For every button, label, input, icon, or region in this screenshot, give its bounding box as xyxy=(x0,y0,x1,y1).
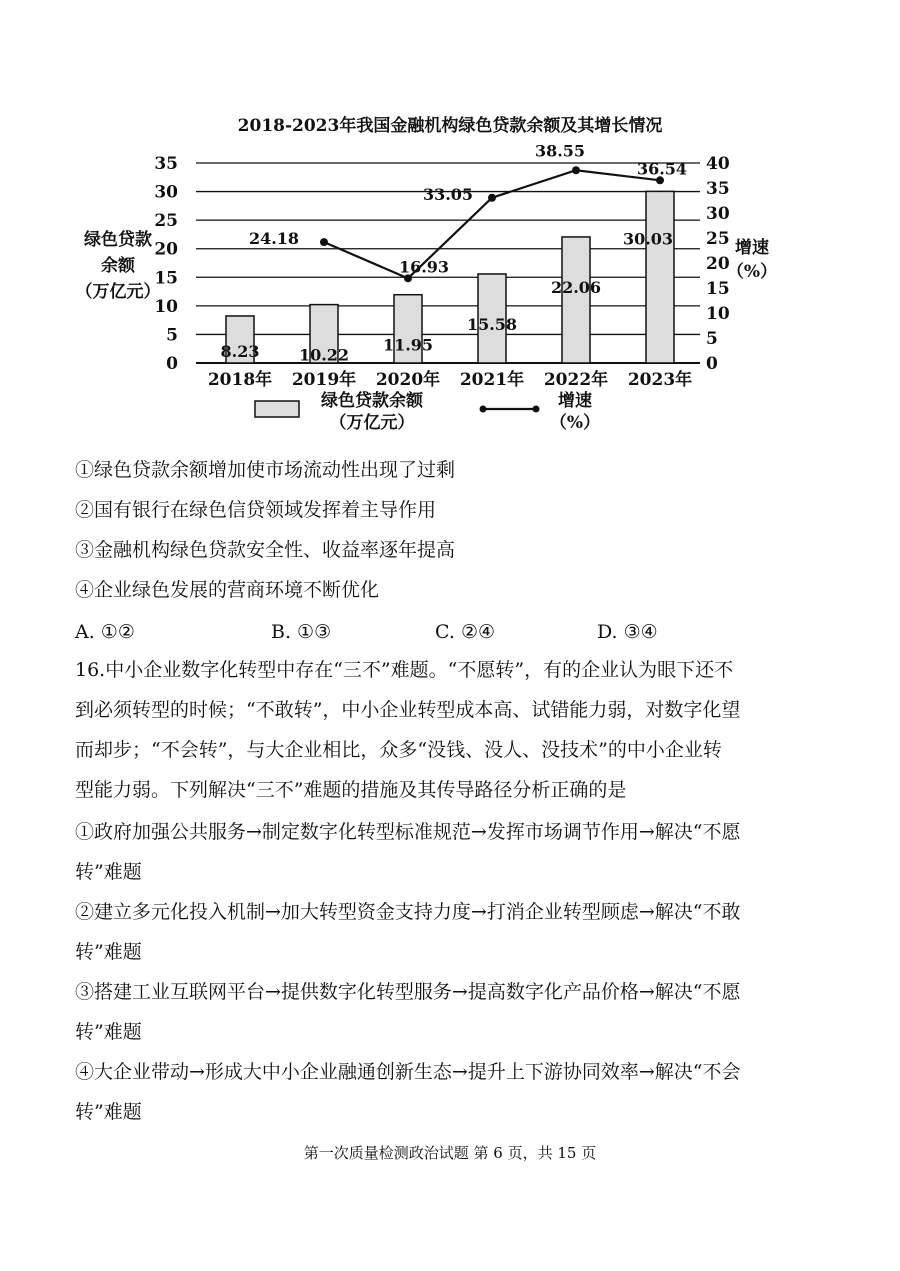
statement-4: ④企业绿色发展的营商环境不断优化 xyxy=(75,579,380,601)
left-tick-label: 35 xyxy=(154,154,178,174)
page-footer: 第一次质量检测政治试题 第 6 页，共 15 页 xyxy=(303,1144,597,1162)
left-tick-label: 20 xyxy=(154,239,178,260)
right-tick-label: 40 xyxy=(706,154,730,174)
question16-choice-line: 转”难题 xyxy=(75,1101,142,1123)
right-tick-label: 5 xyxy=(706,329,718,349)
green-loan-chart xyxy=(0,95,900,440)
right-tick-label: 35 xyxy=(706,179,730,199)
option-b[interactable]: B. ①③ xyxy=(271,621,332,643)
right-axis-label: （%） xyxy=(726,262,778,282)
question16-stem-line: 而却步；“不会转”，与大企业相比，众多“没钱、没人、没技术”的中小企业转 xyxy=(75,739,722,761)
growth-value-label: 24.18 xyxy=(248,229,300,249)
legend-bar-label: （万亿元） xyxy=(329,413,415,433)
legend-line-dot xyxy=(480,406,487,413)
growth-value-label: 36.54 xyxy=(636,159,688,179)
growth-point xyxy=(572,166,580,174)
right-tick-label: 20 xyxy=(706,254,730,274)
question16-choice-line: 转”难题 xyxy=(75,861,142,883)
bar-series xyxy=(221,191,674,364)
answer-options xyxy=(75,620,835,644)
left-tick-label: 0 xyxy=(166,354,178,374)
bar xyxy=(646,191,674,363)
question16-choice-line: ④大企业带动→形成大中小企业融通创新生态→提升上下游协同效率→解决“不会 xyxy=(75,1061,741,1083)
left-tick-label: 10 xyxy=(154,296,178,317)
x-tick-label: 2022年 xyxy=(543,370,609,390)
right-tick-label: 15 xyxy=(706,279,730,299)
chart-legend xyxy=(255,390,600,433)
question16-choice-line: 转”难题 xyxy=(75,941,142,963)
bar-value-label: 30.03 xyxy=(622,229,674,249)
growth-value-label: 16.93 xyxy=(398,257,450,277)
option-d[interactable]: D. ③④ xyxy=(597,621,658,643)
chart-title: 2018-2023年我国金融机构绿色贷款余额及其增长情况 xyxy=(237,116,663,136)
bar-value-label: 22.06 xyxy=(550,277,602,297)
question16-choice-line: 转”难题 xyxy=(75,1021,142,1043)
bar-value-label: 15.58 xyxy=(466,314,518,334)
x-tick-label: 2019年 xyxy=(291,370,357,390)
option-c[interactable]: C. ②④ xyxy=(435,621,496,643)
statement-3: ③金融机构绿色贷款安全性、收益率逐年提高 xyxy=(75,539,456,561)
legend-line-dot xyxy=(533,406,540,413)
right-tick-label: 30 xyxy=(706,204,730,224)
left-tick-label: 15 xyxy=(154,268,178,289)
left-axis-label: 绿色贷款 xyxy=(84,230,152,250)
left-tick-label: 5 xyxy=(166,325,178,346)
bar-value-label: 10.22 xyxy=(298,345,350,365)
growth-value-label: 33.05 xyxy=(422,184,474,204)
bar xyxy=(562,237,590,363)
growth-value-label: 38.55 xyxy=(534,141,586,161)
left-axis-label: 余额 xyxy=(101,256,135,276)
statement-2: ②国有银行在绿色信贷领域发挥着主导作用 xyxy=(75,499,437,521)
x-tick-label: 2020年 xyxy=(375,370,441,390)
option-a[interactable]: A. ①② xyxy=(75,621,135,643)
question16-stem-line: 型能力弱。下列解决“三不”难题的措施及其传导路径分析正确的是 xyxy=(75,779,627,801)
question16-stem-line: 16.中小企业数字化转型中存在“三不”难题。“不愿转”，有的企业认为眼下还不 xyxy=(75,659,734,681)
right-tick-label: 10 xyxy=(706,304,730,324)
right-axis-label: 增速 xyxy=(735,238,769,258)
bar-value-label: 8.23 xyxy=(220,342,260,361)
growth-point xyxy=(320,238,328,246)
growth-line xyxy=(324,170,660,278)
question16-choice-line: ③搭建工业互联网平台→提供数字化转型服务→提高数字化产品价格→解决“不愿 xyxy=(75,981,741,1003)
legend-line-label: 增速 xyxy=(558,391,592,411)
question16-stem-line: 到必须转型的时候；“不敢转”，中小企业转型成本高、试错能力弱，对数字化望 xyxy=(75,699,741,721)
legend-bar-label: 绿色贷款余额 xyxy=(321,391,423,411)
left-tick-label: 30 xyxy=(154,182,178,203)
question16-choice-line: ①政府加强公共服务→制定数字化转型标准规范→发挥市场调节作用→解决“不愿 xyxy=(75,821,741,843)
left-tick-label: 25 xyxy=(154,211,178,232)
legend-line-label: （%） xyxy=(549,413,601,433)
statement-1: ①绿色贷款余额增加使市场流动性出现了过剩 xyxy=(75,459,456,481)
question16-choice-line: ②建立多元化投入机制→加大转型资金支持力度→打消企业转型顾虑→解决“不敢 xyxy=(75,901,741,923)
right-tick-label: 25 xyxy=(706,229,730,249)
x-tick-label: 2021年 xyxy=(459,370,525,390)
x-tick-label: 2018年 xyxy=(207,370,273,390)
legend-bar-swatch xyxy=(255,401,299,417)
right-tick-label: 0 xyxy=(706,354,718,374)
growth-point xyxy=(488,194,496,202)
x-tick-label: 2023年 xyxy=(627,370,693,390)
left-axis-label: （万亿元） xyxy=(75,282,161,302)
bar-value-label: 11.95 xyxy=(382,335,434,355)
